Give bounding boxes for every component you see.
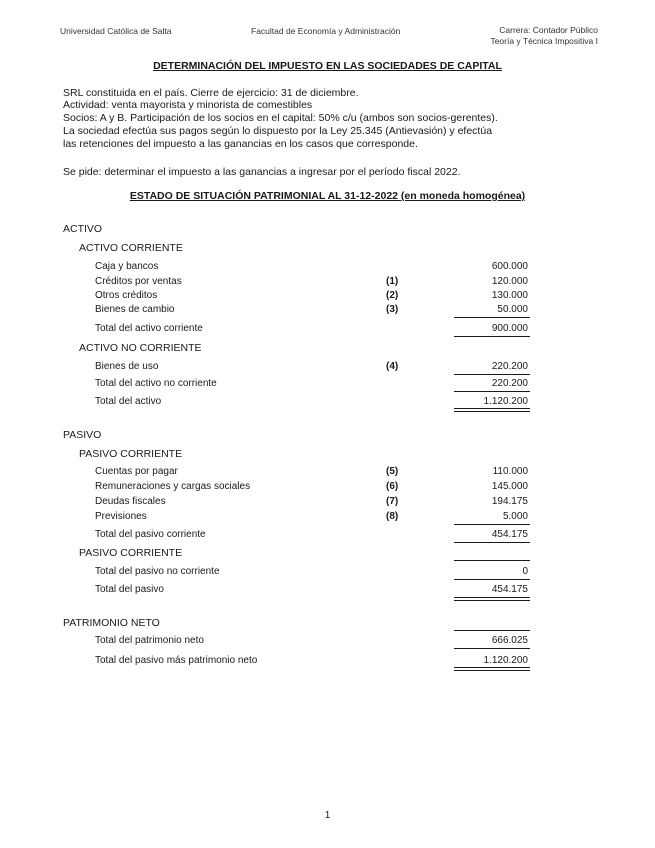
subtotal-rule (454, 391, 530, 392)
intro-line-4: La sociedad efectúa sus pagos según lo dispuesto por la Ley 25.345 (Antievasión) y efectúa (63, 125, 493, 137)
header-subject: Teoría y Técnica Impositiva I (490, 36, 598, 46)
item-label: Créditos por ventas (95, 276, 182, 287)
activo-no-corriente-heading: ACTIVO NO CORRIENTE (79, 342, 202, 354)
subtotal-rule (454, 579, 530, 580)
item-ref: (6) (386, 481, 399, 492)
item-ref: (8) (386, 511, 399, 522)
item-label: Cuentas por pagar (95, 466, 178, 477)
item-ref: (3) (386, 304, 399, 315)
total-double-rule (454, 597, 530, 601)
item-ref: (5) (386, 466, 399, 477)
total-amount: 900.000 (491, 323, 528, 334)
total-amount: 454.175 (491, 529, 528, 540)
intro-line-5: las retenciones del impuesto a las ganancias en los casos que corresponde. (63, 138, 418, 150)
subtotal-rule (454, 560, 530, 561)
item-label: Otros créditos (95, 290, 158, 301)
subtotal-rule (454, 542, 530, 543)
subtotal-rule (454, 524, 530, 525)
total-label: Total del pasivo corriente (95, 529, 206, 540)
item-ref: (7) (386, 496, 399, 507)
item-amount: 145.000 (491, 481, 528, 492)
item-label: Previsiones (95, 511, 147, 522)
item-ref: (1) (386, 276, 399, 287)
intro-line-3: Socios: A y B. Participación de los socios en el capital: 50% c/u (ambos son socios-gerentes). (63, 112, 498, 124)
total-amount: 666.025 (491, 635, 528, 646)
total-amount: 220.200 (491, 378, 528, 389)
item-amount: 5.000 (502, 511, 528, 522)
patrimonio-heading: PATRIMONIO NETO (63, 617, 160, 629)
item-label: Bienes de cambio (95, 304, 175, 315)
item-amount: 120.000 (491, 276, 528, 287)
activo-corriente-heading: ACTIVO CORRIENTE (79, 242, 183, 254)
total-label: Total del patrimonio neto (95, 635, 204, 646)
item-amount: 130.000 (491, 290, 528, 301)
task-text: Se pide: determinar el impuesto a las ganancias a ingresar por el período fiscal 2022. (63, 166, 461, 178)
item-label: Caja y bancos (95, 261, 159, 272)
subtotal-rule (454, 374, 530, 375)
item-label: Remuneraciones y cargas sociales (95, 481, 251, 492)
page-number: 1 (324, 810, 331, 821)
subtotal-rule (454, 336, 530, 337)
item-amount: 110.000 (492, 466, 528, 477)
total-label: Total del activo (95, 396, 162, 407)
activo-heading: ACTIVO (63, 223, 103, 235)
header-faculty: Facultad de Economía y Administración (251, 26, 401, 36)
intro-line-1: SRL constituida en el país. Cierre de ejercicio: 31 de diciembre. (63, 87, 359, 99)
pasivo-corriente-heading: PASIVO CORRIENTE (79, 448, 183, 460)
pasivo-no-corriente-heading: PASIVO CORRIENTE (79, 547, 183, 559)
intro-line-2: Actividad: venta mayorista y minorista de comestibles (63, 99, 313, 111)
total-label: Total del pasivo (95, 584, 164, 595)
header-university: Universidad Católica de Salta (60, 26, 172, 36)
header-career: Carrera: Contador Público (499, 25, 598, 35)
statement-title: ESTADO DE SITUACIÓN PATRIMONIAL AL 31-12-2022 (en moneda homogénea) (129, 190, 526, 202)
item-label: Deudas fiscales (95, 496, 166, 507)
total-double-rule (454, 667, 530, 671)
pasivo-heading: PASIVO (63, 429, 102, 441)
total-amount: 1.120.200 (483, 396, 528, 407)
grand-total-label: Total del pasivo más patrimonio neto (95, 655, 258, 666)
item-amount: 220.200 (491, 361, 528, 372)
total-label: Total del pasivo no corriente (95, 566, 220, 577)
item-amount: 600.000 (491, 261, 528, 272)
subtotal-rule (454, 317, 530, 318)
grand-total-amount: 1.120.200 (483, 655, 528, 666)
page-title: DETERMINACIÓN DEL IMPUESTO EN LAS SOCIEDADES DE CAPITAL (153, 60, 502, 72)
item-amount: 50.000 (497, 304, 528, 315)
item-amount: 194.175 (491, 496, 528, 507)
subtotal-rule (454, 630, 530, 631)
total-label: Total del activo no corriente (95, 378, 217, 389)
item-label: Bienes de uso (95, 361, 159, 372)
item-ref: (2) (386, 290, 399, 301)
item-ref: (4) (386, 361, 399, 372)
subtotal-rule (454, 648, 530, 649)
total-amount: 454.175 (491, 584, 528, 595)
total-label: Total del activo corriente (95, 323, 203, 334)
total-amount: 0 (522, 566, 528, 577)
total-double-rule (454, 408, 530, 412)
